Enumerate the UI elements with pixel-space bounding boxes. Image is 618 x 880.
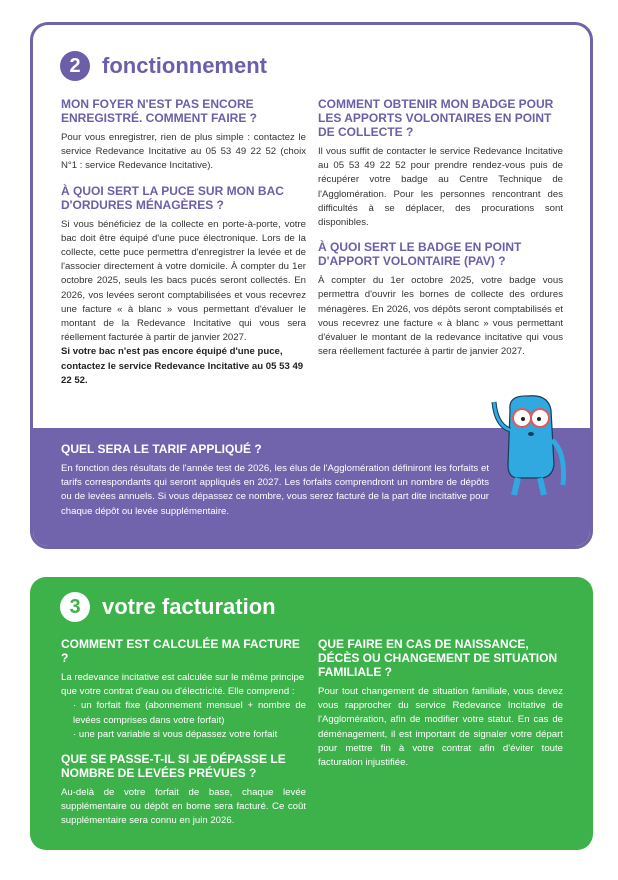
question-title: COMMENT OBTENIR MON BADGE POUR LES APPORTS VOLONTAIRES EN POINT DE COLLECTE ?	[318, 97, 554, 139]
question-title: QUEL SERA LE TARIF APPLIQUÉ ?	[61, 442, 262, 456]
answer-text: Si vous bénéficiez de la collecte en porte-à-porte, votre bac doit être équipé d'une puce électronique. Lors de la collecte, cette puce permettra d'enregistrer la levée et de l'associer directement à votre domicile. À compter du 1er octobre 2025, seuls les bacs pucés seront collectés. En 2026, vos levées seront comptabilisées et vous recevrez une facture « à blanc » vous permettant d'évaluer le montant de la Redevance Incitative qui vous sera réellement facturée à partir de janvier 2027.	[61, 218, 306, 344]
list-item: · une part variable si vous dépassez votre forfait	[73, 728, 278, 740]
answer-text: À compter du 1er octobre 2025, votre badge vous permettra d'ouvrir les bornes de collecte des ordures ménagères. En 2026, vos dépôts seront comptabilisés et vous recevrez une facture « à blanc » vous permettant d'évaluer le montant de la redevance incitative qui vous sera réellement facturée à partir de janvier 2027.	[318, 275, 563, 358]
question-title: QUE FAIRE EN CAS DE NAISSANCE, DÉCÈS OU CHANGEMENT DE SITUATION FAMILIALE ?	[318, 637, 558, 679]
answer-text: En fonction des résultats de l'année test de 2026, les élus de l'Agglomération définiront les forfaits et tarifs correspondants qui seront appliqués en 2027. Les forfaits comprendront un nombre de dépôts ou de levées annuels. Si vous dépassez ce nombre, vous serez facturé de la part dite incitative pour chaque dépôt ou levée supplémentaire.	[61, 463, 489, 517]
question-title: QUE SE PASSE-T-IL SI JE DÉPASSE LE NOMBRE DE LEVÉES PRÉVUES ?	[61, 752, 286, 781]
right-column	[318, 637, 563, 780]
section-number-badge: 3	[60, 592, 90, 622]
answer-text: Pour tout changement de situation familiale, vous devez vous rapprocher du service Redevance Incitative de l'Agglomération, afin de modifier votre statut. En cas de déménagement, il est important de signaler votre départ pour mettre fin à votre contrat afin d'éviter toute facturation injustifiée.	[318, 686, 563, 769]
answer-bold-text: Si votre bac n'est pas encore équipé d'une puce, contactez le service Redevance Incitative au 05 53 49 22 52.	[61, 346, 304, 386]
answer-text: Au-delà de votre forfait de base, chaque levée supplémentaire ou dépôt en borne sera facturé. Ce coût supplémentaire sera connu en juin 2026.	[61, 787, 306, 827]
left-column	[61, 97, 306, 398]
question-title: COMMENT EST CALCULÉE MA FACTURE ?	[61, 637, 300, 665]
section-title	[60, 51, 267, 81]
answer-text: Pour vous enregistrer, rien de plus simple : contactez le service Redevance Incitative au 05 53 49 22 52 (choix N°1 : service Redevance Incitative).	[61, 132, 306, 172]
section-heading: fonctionnement	[102, 53, 267, 78]
right-column	[318, 97, 563, 369]
blue-monster-mascot-icon	[488, 390, 573, 502]
section-facturation	[30, 577, 593, 850]
section-title	[60, 592, 276, 622]
question-title: MON FOYER N'EST PAS ENCORE ENREGISTRÉ. COMMENT FAIRE ?	[61, 97, 258, 125]
left-column	[61, 637, 306, 839]
question-title: À QUOI SERT LE BADGE EN POINT D'APPORT VOLONTAIRE (PAV) ?	[318, 240, 522, 269]
answer-text: Il vous suffit de contacter le service Redevance Incitative au 05 53 49 22 52 pour prendre rendez-vous puis de récupérer votre badge au Centre Technique de l'Agglomération. Pour les personnes rencontrant des difficultés à se déplacer, des procurations sont disponibles.	[318, 146, 563, 229]
list-item: · un forfait fixe (abonnement mensuel + nombre de levées comprises dans votre forfait)	[73, 700, 306, 726]
section-number-badge: 2	[60, 51, 90, 81]
section-heading: votre facturation	[102, 594, 276, 619]
answer-text: La redevance incitative est calculée sur le même principe que votre contrat d'eau ou d'électricité. Elle comprend :	[61, 672, 305, 698]
question-title: À QUOI SERT LA PUCE SUR MON BAC D'ORDURES MÉNAGÈRES ?	[61, 183, 284, 212]
